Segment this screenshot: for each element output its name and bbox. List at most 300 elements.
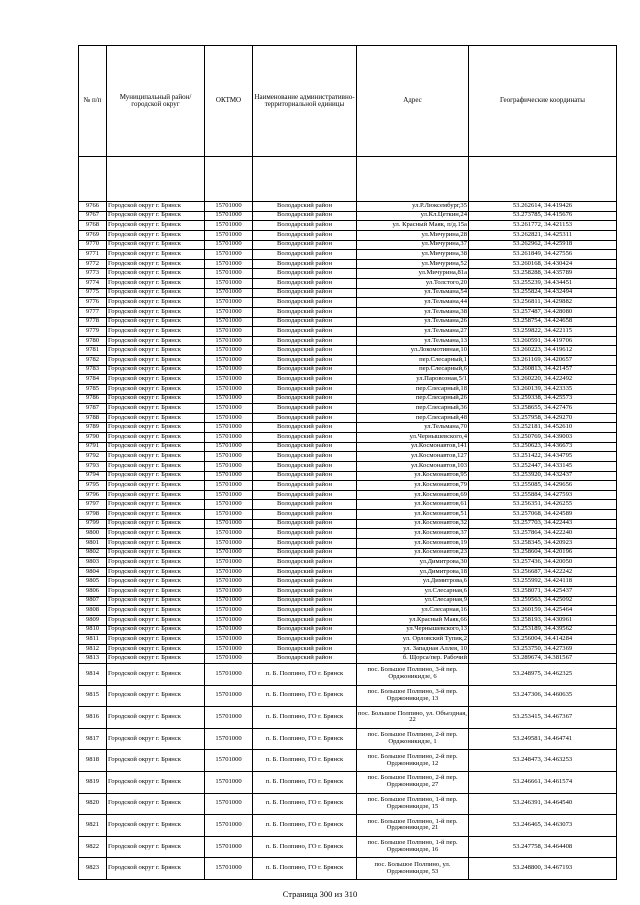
table-row xyxy=(79,577,617,587)
cell-oktmo: 15701000 xyxy=(205,221,253,231)
cell-address: пос. Большое Полпино, 1-й пер. Орджоникидзе, 15 xyxy=(357,793,469,815)
table-row xyxy=(79,510,617,520)
cell-number: 9808 xyxy=(79,606,107,616)
cell-oktmo: 15701000 xyxy=(205,519,253,529)
cell-admin-unit: Володарский район xyxy=(253,577,357,587)
cell-number: 9792 xyxy=(79,452,107,462)
cell-number: 9788 xyxy=(79,413,107,423)
cell-number: 9797 xyxy=(79,500,107,510)
cell-admin-unit: Володарский район xyxy=(253,298,357,308)
table-row xyxy=(79,423,617,433)
table-row xyxy=(79,858,617,880)
cell-oktmo: 15701000 xyxy=(205,606,253,616)
cell-number: 9776 xyxy=(79,298,107,308)
cell-number: 9783 xyxy=(79,365,107,375)
cell-number: 9819 xyxy=(79,771,107,793)
cell-address: ул.Космонавтов,95 xyxy=(357,471,469,481)
cell-admin-unit: Володарский район xyxy=(253,394,357,404)
cell-admin-unit: Володарский район xyxy=(253,481,357,491)
cell-number: 9794 xyxy=(79,471,107,481)
cell-municipality: Городской округ г. Брянск xyxy=(107,279,205,289)
cell-number: 9768 xyxy=(79,221,107,231)
cell-address: ул.Тельмана,26 xyxy=(357,317,469,327)
cell-municipality: Городской округ г. Брянск xyxy=(107,471,205,481)
table-row xyxy=(79,664,617,686)
cell-coordinates: 53.255239, 34.434451 xyxy=(469,279,617,289)
table-row xyxy=(79,442,617,452)
cell-address: ул.Р.Люксембург,35 xyxy=(357,202,469,212)
cell-address: пер.Слесарный,6 xyxy=(357,365,469,375)
cell-municipality: Городской округ г. Брянск xyxy=(107,423,205,433)
cell-municipality: Городской округ г. Брянск xyxy=(107,288,205,298)
cell-municipality: Городской округ г. Брянск xyxy=(107,327,205,337)
cell-admin-unit: п. Б. Полпино, ГО г. Брянск xyxy=(253,728,357,750)
table-row xyxy=(79,750,617,772)
cell-address: пер.Слесарный,48 xyxy=(357,413,469,423)
table-row xyxy=(79,394,617,404)
cell-number: 9780 xyxy=(79,336,107,346)
cell-coordinates: 53.248975, 34.462325 xyxy=(469,664,617,686)
cell-admin-unit: п. Б. Полпино, ГО г. Брянск xyxy=(253,771,357,793)
cell-number: 9803 xyxy=(79,558,107,568)
table-row xyxy=(79,500,617,510)
cell-admin-unit: п. Б. Полпино, ГО г. Брянск xyxy=(253,750,357,772)
cell-address: пос. Большое Полпино, 1-й пер. Орджоникидзе, 21 xyxy=(357,815,469,837)
cell-coordinates: 53.260168, 34.430424 xyxy=(469,259,617,269)
cell-oktmo: 15701000 xyxy=(205,288,253,298)
cell-municipality: Городской округ г. Брянск xyxy=(107,298,205,308)
table-row xyxy=(79,606,617,616)
cell-coordinates: 53.246661, 34.461574 xyxy=(469,771,617,793)
cell-admin-unit: Володарский район xyxy=(253,442,357,452)
cell-number: 9798 xyxy=(79,510,107,520)
cell-municipality: Городской округ г. Брянск xyxy=(107,707,205,729)
cell-admin-unit: Володарский район xyxy=(253,259,357,269)
cell-municipality: Городской округ г. Брянск xyxy=(107,500,205,510)
cell-address: ул.Тельмана,54 xyxy=(357,288,469,298)
cell-number: 9770 xyxy=(79,240,107,250)
cell-number: 9806 xyxy=(79,587,107,597)
cell-oktmo: 15701000 xyxy=(205,394,253,404)
table-row xyxy=(79,317,617,327)
table-row xyxy=(79,298,617,308)
cell-oktmo: 15701000 xyxy=(205,685,253,707)
cell-coordinates: 53.247306, 34.460635 xyxy=(469,685,617,707)
cell-municipality: Городской округ г. Брянск xyxy=(107,685,205,707)
cell-admin-unit: Володарский район xyxy=(253,519,357,529)
cell-coordinates: 53.258655, 34.427476 xyxy=(469,404,617,414)
cell-address: ул.Тельмана,44 xyxy=(357,298,469,308)
cell-admin-unit: Володарский район xyxy=(253,202,357,212)
table-row xyxy=(79,519,617,529)
cell-number: 9815 xyxy=(79,685,107,707)
cell-number: 9823 xyxy=(79,858,107,880)
cell-address: ул.Толстого,20 xyxy=(357,279,469,289)
cell-oktmo: 15701000 xyxy=(205,548,253,558)
table-row xyxy=(79,413,617,423)
cell-number: 9790 xyxy=(79,433,107,443)
cell-oktmo: 15701000 xyxy=(205,240,253,250)
cell-admin-unit: Володарский район xyxy=(253,423,357,433)
table-row xyxy=(79,240,617,250)
cell-admin-unit: Володарский район xyxy=(253,654,357,664)
cell-number: 9781 xyxy=(79,346,107,356)
cell-municipality: Городской округ г. Брянск xyxy=(107,519,205,529)
cell-oktmo: 15701000 xyxy=(205,625,253,635)
cell-municipality: Городской округ г. Брянск xyxy=(107,259,205,269)
cell-admin-unit: Володарский район xyxy=(253,635,357,645)
table-row xyxy=(79,836,617,858)
cell-oktmo: 15701000 xyxy=(205,327,253,337)
cell-address: пос. Большое Полпино, 2-й пер. Орджоникидзе, 1 xyxy=(357,728,469,750)
table-row xyxy=(79,529,617,539)
cell-coordinates: 53.289674, 34.381567 xyxy=(469,654,617,664)
cell-oktmo: 15701000 xyxy=(205,654,253,664)
blank-row xyxy=(79,157,617,202)
table-row xyxy=(79,288,617,298)
cell-coordinates: 53.251422, 34.434795 xyxy=(469,452,617,462)
cell-address: ул.Димитрова,18 xyxy=(357,567,469,577)
cell-admin-unit: п. Б. Полпино, ГО г. Брянск xyxy=(253,836,357,858)
cell-municipality: Городской округ г. Брянск xyxy=(107,587,205,597)
cell-municipality: Городской округ г. Брянск xyxy=(107,836,205,858)
cell-municipality: Городской округ г. Брянск xyxy=(107,664,205,686)
cell-coordinates: 53.261849, 34.427556 xyxy=(469,250,617,260)
cell-coordinates: 53.262962, 34.425918 xyxy=(469,240,617,250)
cell-coordinates: 53.262614, 34.419426 xyxy=(469,202,617,212)
cell-oktmo: 15701000 xyxy=(205,500,253,510)
cell-coordinates: 53.257864, 34.422240 xyxy=(469,529,617,539)
cell-number: 9801 xyxy=(79,538,107,548)
cell-admin-unit: Володарский район xyxy=(253,221,357,231)
cell-address: ул.Мичурина,81а xyxy=(357,269,469,279)
cell-admin-unit: Володарский район xyxy=(253,471,357,481)
cell-coordinates: 53.248473, 34.463253 xyxy=(469,750,617,772)
cell-number: 9793 xyxy=(79,461,107,471)
cell-municipality: Городской округ г. Брянск xyxy=(107,452,205,462)
cell-oktmo: 15701000 xyxy=(205,577,253,587)
cell-admin-unit: Володарский район xyxy=(253,230,357,240)
cell-oktmo: 15701000 xyxy=(205,336,253,346)
table-row xyxy=(79,327,617,337)
cell-coordinates: 53.255992, 34.424118 xyxy=(469,577,617,587)
cell-oktmo: 15701000 xyxy=(205,452,253,462)
table-row xyxy=(79,548,617,558)
cell-admin-unit: Володарский район xyxy=(253,548,357,558)
cell-address: ул.Мичурина,52 xyxy=(357,259,469,269)
cell-oktmo: 15701000 xyxy=(205,433,253,443)
cell-municipality: Городской округ г. Брянск xyxy=(107,481,205,491)
cell-address: ул.Космонавтов,79 xyxy=(357,481,469,491)
cell-municipality: Городской округ г. Брянск xyxy=(107,384,205,394)
cell-number: 9820 xyxy=(79,793,107,815)
cell-address: ул.Космонавтов,51 xyxy=(357,510,469,520)
cell-address: пос. Большое Полпино, 1-й пер. Орджоникидзе, 16 xyxy=(357,836,469,858)
table-row xyxy=(79,336,617,346)
cell-coordinates: 53.257436, 34.420050 xyxy=(469,558,617,568)
cell-address: ул.Тельмана,38 xyxy=(357,307,469,317)
cell-number: 9784 xyxy=(79,375,107,385)
cell-oktmo: 15701000 xyxy=(205,707,253,729)
cell-oktmo: 15701000 xyxy=(205,858,253,880)
cell-address: пер.Слесарный,1 xyxy=(357,356,469,366)
cell-coordinates: 53.252181, 34.452610 xyxy=(469,423,617,433)
cell-oktmo: 15701000 xyxy=(205,384,253,394)
table-row xyxy=(79,567,617,577)
cell-admin-unit: Володарский район xyxy=(253,240,357,250)
cell-address: пер.Слесарный,36 xyxy=(357,404,469,414)
cell-admin-unit: п. Б. Полпино, ГО г. Брянск xyxy=(253,858,357,880)
table-row xyxy=(79,685,617,707)
cell-admin-unit: Володарский район xyxy=(253,327,357,337)
cell-number: 9772 xyxy=(79,259,107,269)
cell-admin-unit: Володарский район xyxy=(253,288,357,298)
cell-oktmo: 15701000 xyxy=(205,211,253,221)
cell-oktmo: 15701000 xyxy=(205,259,253,269)
cell-admin-unit: Володарский район xyxy=(253,538,357,548)
cell-admin-unit: п. Б. Полпино, ГО г. Брянск xyxy=(253,707,357,729)
cell-address: ул.Космонавтов,127 xyxy=(357,452,469,462)
cell-oktmo: 15701000 xyxy=(205,413,253,423)
cell-number: 9812 xyxy=(79,644,107,654)
cell-address: ул.Космонавтов,32 xyxy=(357,519,469,529)
cell-coordinates: 53.260813, 34.421457 xyxy=(469,365,617,375)
table-row xyxy=(79,461,617,471)
cell-municipality: Городской округ г. Брянск xyxy=(107,771,205,793)
cell-address: ул.Космонавтов,37 xyxy=(357,529,469,539)
table-row xyxy=(79,635,617,645)
cell-number: 9821 xyxy=(79,815,107,837)
cell-address: ул.Мичурина,37 xyxy=(357,240,469,250)
header-number: № п/п xyxy=(79,46,107,157)
cell-number: 9777 xyxy=(79,307,107,317)
cell-admin-unit: Володарский район xyxy=(253,356,357,366)
cell-oktmo: 15701000 xyxy=(205,346,253,356)
table-row xyxy=(79,771,617,793)
cell-oktmo: 15701000 xyxy=(205,538,253,548)
cell-number: 9771 xyxy=(79,250,107,260)
cell-municipality: Городской округ г. Брянск xyxy=(107,461,205,471)
cell-oktmo: 15701000 xyxy=(205,644,253,654)
cell-coordinates: 53.253750, 34.427369 xyxy=(469,644,617,654)
header-municipality: Муниципальный район/городской округ xyxy=(107,46,205,157)
cell-municipality: Городской округ г. Брянск xyxy=(107,606,205,616)
cell-address: ул.Космонавтов,61 xyxy=(357,500,469,510)
cell-address: ул.Космонавтов,103 xyxy=(357,461,469,471)
cell-coordinates: 53.256351, 34.426255 xyxy=(469,500,617,510)
cell-address: ул.Димитрова,30 xyxy=(357,558,469,568)
cell-address: пос. Большое Полпино, 2-й пер. Орджоникидзе, 12 xyxy=(357,750,469,772)
table-row xyxy=(79,433,617,443)
cell-address: пер.Слесарный,18 xyxy=(357,384,469,394)
cell-coordinates: 53.247758, 34.464408 xyxy=(469,836,617,858)
cell-admin-unit: Володарский район xyxy=(253,596,357,606)
header-coordinates: Географические координаты xyxy=(469,46,617,157)
cell-coordinates: 53.261169, 34.420657 xyxy=(469,356,617,366)
table-row xyxy=(79,793,617,815)
cell-municipality: Городской округ г. Брянск xyxy=(107,644,205,654)
cell-coordinates: 53.260159, 34.425464 xyxy=(469,606,617,616)
cell-admin-unit: Володарский район xyxy=(253,500,357,510)
table-row xyxy=(79,538,617,548)
cell-coordinates: 53.260223, 34.419612 xyxy=(469,346,617,356)
cell-municipality: Городской округ г. Брянск xyxy=(107,375,205,385)
cell-address: ул. Орловский Тупик,2 xyxy=(357,635,469,645)
cell-municipality: Городской округ г. Брянск xyxy=(107,211,205,221)
cell-number: 9818 xyxy=(79,750,107,772)
table-row xyxy=(79,250,617,260)
cell-municipality: Городской округ г. Брянск xyxy=(107,635,205,645)
data-table xyxy=(78,45,617,880)
cell-municipality: Городской округ г. Брянск xyxy=(107,230,205,240)
table-row xyxy=(79,644,617,654)
cell-number: 9805 xyxy=(79,577,107,587)
cell-number: 9782 xyxy=(79,356,107,366)
cell-coordinates: 53.258345, 34.420923 xyxy=(469,538,617,548)
cell-admin-unit: Володарский район xyxy=(253,452,357,462)
cell-coordinates: 53.249581, 34.464741 xyxy=(469,728,617,750)
cell-municipality: Городской округ г. Брянск xyxy=(107,336,205,346)
cell-oktmo: 15701000 xyxy=(205,615,253,625)
table-row xyxy=(79,211,617,221)
cell-oktmo: 15701000 xyxy=(205,490,253,500)
cell-municipality: Городской округ г. Брянск xyxy=(107,750,205,772)
cell-admin-unit: Володарский район xyxy=(253,384,357,394)
cell-address: пос. Большое Полпино, ул. Орджоникидзе, 53 xyxy=(357,858,469,880)
cell-coordinates: 53.258754, 34.424658 xyxy=(469,317,617,327)
table-row xyxy=(79,279,617,289)
cell-number: 9813 xyxy=(79,654,107,664)
cell-number: 9767 xyxy=(79,211,107,221)
table-row xyxy=(79,307,617,317)
cell-number: 9785 xyxy=(79,384,107,394)
cell-number: 9774 xyxy=(79,279,107,289)
cell-number: 9775 xyxy=(79,288,107,298)
cell-number: 9766 xyxy=(79,202,107,212)
cell-coordinates: 53.256004, 34.414284 xyxy=(469,635,617,645)
table-row xyxy=(79,269,617,279)
cell-oktmo: 15701000 xyxy=(205,298,253,308)
cell-coordinates: 53.258071, 34.425437 xyxy=(469,587,617,597)
cell-admin-unit: Володарский район xyxy=(253,211,357,221)
cell-oktmo: 15701000 xyxy=(205,836,253,858)
cell-admin-unit: Володарский район xyxy=(253,529,357,539)
cell-municipality: Городской округ г. Брянск xyxy=(107,433,205,443)
header-oktmo: ОКТМО xyxy=(205,46,253,157)
cell-municipality: Городской округ г. Брянск xyxy=(107,442,205,452)
cell-number: 9809 xyxy=(79,615,107,625)
cell-address: ул.Димитрова,6 xyxy=(357,577,469,587)
cell-oktmo: 15701000 xyxy=(205,529,253,539)
cell-municipality: Городской округ г. Брянск xyxy=(107,346,205,356)
cell-coordinates: 53.255824, 34.432494 xyxy=(469,288,617,298)
cell-oktmo: 15701000 xyxy=(205,404,253,414)
cell-address: ул.Тельмана,13 xyxy=(357,336,469,346)
cell-oktmo: 15701000 xyxy=(205,750,253,772)
cell-number: 9804 xyxy=(79,567,107,577)
cell-municipality: Городской округ г. Брянск xyxy=(107,510,205,520)
cell-number: 9811 xyxy=(79,635,107,645)
cell-oktmo: 15701000 xyxy=(205,307,253,317)
table-row xyxy=(79,587,617,597)
cell-municipality: Городской округ г. Брянск xyxy=(107,793,205,815)
cell-municipality: Городской округ г. Брянск xyxy=(107,596,205,606)
cell-number: 9773 xyxy=(79,269,107,279)
table-row xyxy=(79,596,617,606)
cell-number: 9800 xyxy=(79,529,107,539)
cell-number: 9787 xyxy=(79,404,107,414)
table-row xyxy=(79,481,617,491)
cell-oktmo: 15701000 xyxy=(205,230,253,240)
cell-municipality: Городской округ г. Брянск xyxy=(107,250,205,260)
cell-address: ул.Кл.Цеткин,24 xyxy=(357,211,469,221)
table-row xyxy=(79,471,617,481)
cell-address: ул.Космонавтов,69 xyxy=(357,490,469,500)
cell-address: ул.Слесарная,9 xyxy=(357,596,469,606)
table-row xyxy=(79,230,617,240)
cell-coordinates: 53.258604, 34.420196 xyxy=(469,548,617,558)
cell-municipality: Городской округ г. Брянск xyxy=(107,529,205,539)
table-row xyxy=(79,615,617,625)
cell-municipality: Городской округ г. Брянск xyxy=(107,317,205,327)
cell-municipality: Городской округ г. Брянск xyxy=(107,490,205,500)
cell-coordinates: 53.246465, 34.463073 xyxy=(469,815,617,837)
table-row xyxy=(79,625,617,635)
cell-coordinates: 53.261772, 34.421153 xyxy=(469,221,617,231)
cell-address: ул. Западная Аллея, 10 xyxy=(357,644,469,654)
cell-address: пос. Большое Полпино, ул. Объездная, 22 xyxy=(357,707,469,729)
cell-address: пер.Слесарный,26 xyxy=(357,394,469,404)
cell-municipality: Городской округ г. Брянск xyxy=(107,404,205,414)
table-row xyxy=(79,728,617,750)
cell-address: ул.Мичурина,38 xyxy=(357,250,469,260)
cell-oktmo: 15701000 xyxy=(205,481,253,491)
table-row xyxy=(79,365,617,375)
cell-oktmo: 15701000 xyxy=(205,279,253,289)
cell-oktmo: 15701000 xyxy=(205,567,253,577)
cell-address: пос. Большое Полпино, 3-й пер. Орджоникидзе, 13 xyxy=(357,685,469,707)
cell-address: б. Щорса/пер. Рабочий xyxy=(357,654,469,664)
cell-coordinates: 53.273785, 34.415676 xyxy=(469,211,617,221)
cell-admin-unit: Володарский район xyxy=(253,279,357,289)
cell-address: ул.Слесарная,16 xyxy=(357,606,469,616)
cell-admin-unit: Володарский район xyxy=(253,490,357,500)
cell-municipality: Городской округ г. Брянск xyxy=(107,577,205,587)
table-row xyxy=(79,654,617,664)
cell-address: пос. Большое Полпино, 3-й пер. Орджоникидзе, 6 xyxy=(357,664,469,686)
cell-address: ул.Слесарная,6 xyxy=(357,587,469,597)
cell-oktmo: 15701000 xyxy=(205,664,253,686)
cell-coordinates: 53.252447, 34.433145 xyxy=(469,461,617,471)
cell-admin-unit: Володарский район xyxy=(253,404,357,414)
cell-coordinates: 53.255884, 34.427593 xyxy=(469,490,617,500)
cell-address: ул.Паровозная,5/1 xyxy=(357,375,469,385)
cell-municipality: Городской округ г. Брянск xyxy=(107,538,205,548)
cell-coordinates: 53.259822, 34.422115 xyxy=(469,327,617,337)
table-row xyxy=(79,356,617,366)
table-row xyxy=(79,404,617,414)
cell-oktmo: 15701000 xyxy=(205,587,253,597)
cell-admin-unit: Володарский район xyxy=(253,625,357,635)
cell-coordinates: 53.256687, 34.422242 xyxy=(469,567,617,577)
cell-number: 9786 xyxy=(79,394,107,404)
cell-coordinates: 53.250623, 34.436673 xyxy=(469,442,617,452)
cell-coordinates: 53.256811, 34.429882 xyxy=(469,298,617,308)
cell-municipality: Городской округ г. Брянск xyxy=(107,307,205,317)
cell-admin-unit: Володарский район xyxy=(253,606,357,616)
cell-coordinates: 53.246391, 34.464540 xyxy=(469,793,617,815)
cell-admin-unit: Володарский район xyxy=(253,510,357,520)
